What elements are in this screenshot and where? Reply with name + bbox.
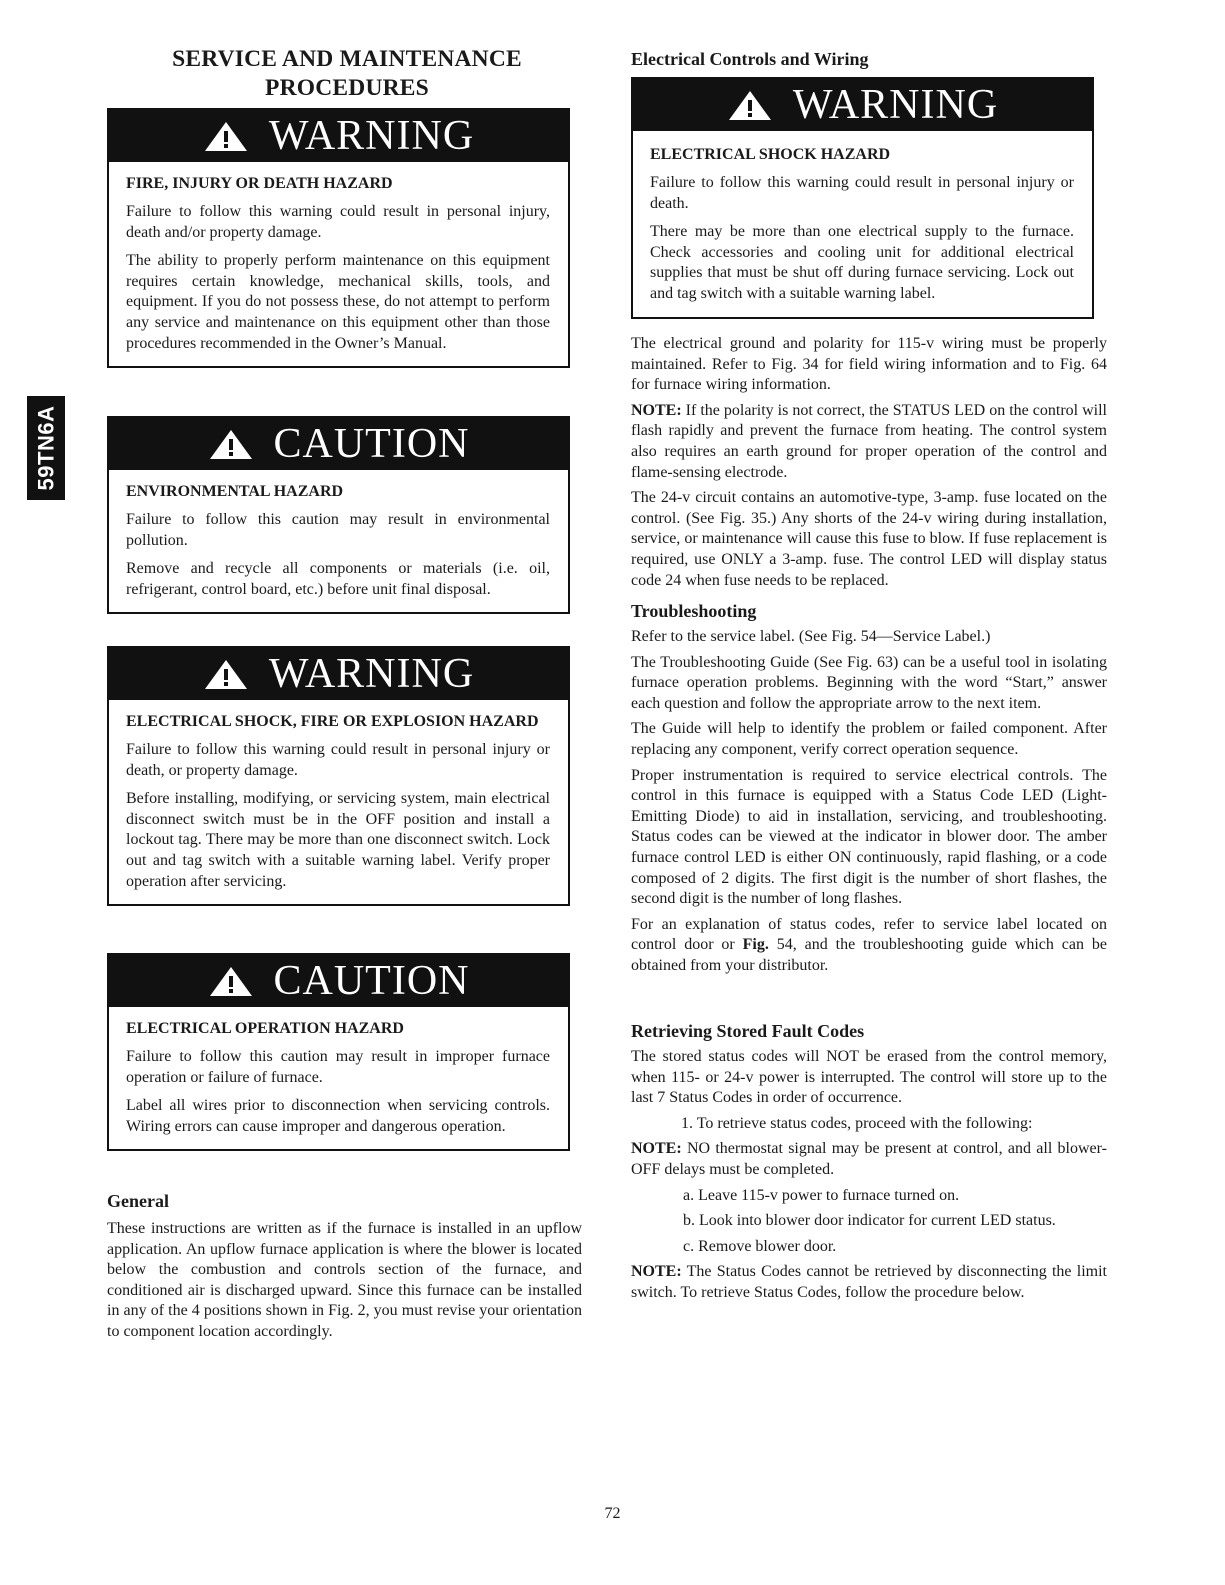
- note-text: NO thermostat signal may be present at control, and all blower-OFF delays must be completed.: [631, 1140, 1107, 1178]
- note-label: NOTE:: [631, 1263, 682, 1281]
- general-paragraph: These instructions are written as if the furnace is installed in an upflow application. An upflow furnace application is where the blower is located below the combustion and controls section of the furnace, and conditioned air is discharged upward. Since this furnace can be installed in any of the 4 positions shown in Fig. 2, you must revise your orientation to component location accordingly.: [107, 1220, 582, 1340]
- note-text: If the polarity is not correct, the STATUS LED on the control will flash rapidly and prevent the furnace from heating. The control system also requires an earth ground for proper operation of the control and flame-sensing electrode.: [631, 401, 1107, 481]
- warning-box-electrical-shock: [631, 77, 1094, 319]
- paragraph: The Guide will help to identify the problem or failed component. After replacing any component, verify correct operation sequence.: [631, 720, 1107, 758]
- note-text: The Status Codes cannot be retrieved by disconnecting the limit switch. To retrieve Status Codes, follow the procedure below.: [631, 1263, 1107, 1301]
- hazard-title: ELECTRICAL OPERATION HAZARD: [126, 1020, 404, 1037]
- caution-word: CAUTION: [273, 958, 470, 1004]
- hazard-title: ELECTRICAL SHOCK HAZARD: [650, 146, 891, 163]
- electrical-controls-heading: Electrical Controls and Wiring: [631, 49, 869, 69]
- side-tab-label: 59TN6A: [33, 405, 59, 491]
- list-item: c. Remove blower door.: [683, 1237, 837, 1255]
- list-item: b. Look into blower door indicator for current LED status.: [683, 1212, 1056, 1230]
- warning-triangle-icon: [203, 119, 249, 153]
- paragraph: Proper instrumentation is required to service electrical controls. The control in this furnace is equipped with a Status Code LED (Light-Emitting Diode) to aid in installation, servicing, and troubleshooting. Status codes can be viewed at the indicator in blower door. The amber furnace control LED is either ON continuously, rapid flashing, or a code composed of 2 digits. The first digit is the number of short flashes, the second digit is the number of long flashes.: [631, 766, 1107, 908]
- box-paragraph: Failure to follow this warning could result in personal injury or death.: [650, 174, 1074, 212]
- warning-triangle-icon: [727, 88, 773, 122]
- box-paragraph: Remove and recycle all components or materials (i.e. oil, refrigerant, control board, etc.) before unit final disposal.: [126, 560, 550, 598]
- warning-word: WARNING: [792, 82, 999, 128]
- text-run: 54, and the troubleshooting guide which can be obtained from your distributor.: [631, 936, 1107, 974]
- electrical-text: [631, 334, 1107, 596]
- caution-word: CAUTION: [273, 421, 470, 467]
- troubleshooting-heading: Troubleshooting: [631, 601, 757, 621]
- page-title: [107, 45, 587, 103]
- warning-header: [109, 648, 568, 700]
- note-paragraph: [631, 1262, 1107, 1303]
- warning-triangle-icon: [208, 964, 254, 998]
- warning-header: [109, 110, 568, 162]
- page-title-line2: PROCEDURES: [265, 75, 429, 101]
- warning-box-electrical: [107, 646, 570, 906]
- warning-word: WARNING: [268, 113, 475, 159]
- warning-triangle-icon: [208, 427, 254, 461]
- box-paragraph: Failure to follow this warning could result in personal injury, death and/or property damage.: [126, 203, 550, 241]
- note-label: NOTE:: [631, 401, 682, 419]
- warning-box-fire: [107, 108, 570, 368]
- note-label: NOTE:: [631, 1140, 682, 1158]
- hazard-title: ENVIRONMENTAL HAZARD: [126, 483, 344, 500]
- page-number: 72: [604, 1505, 621, 1522]
- side-tab: [27, 396, 65, 500]
- caution-box-environmental: [107, 416, 570, 614]
- paragraph: The electrical ground and polarity for 115-v wiring must be properly maintained. Refer to Fig. 34 for field wiring information and to Fig. 64 for furnace wiring information.: [631, 335, 1107, 394]
- text-run: For an explanation of status codes, refer to service label located on control door or: [631, 915, 1107, 954]
- warning-triangle-icon: [203, 657, 249, 691]
- troubleshooting-text: [631, 627, 1107, 982]
- page-title-line1: SERVICE AND MAINTENANCE: [172, 46, 522, 72]
- retrieving-text: [631, 1047, 1107, 1309]
- paragraph: [631, 915, 1107, 977]
- list-item: a. Leave 115-v power to furnace turned on.: [683, 1186, 960, 1204]
- hazard-title: FIRE, INJURY OR DEATH HAZARD: [126, 175, 393, 192]
- paragraph: Refer to the service label. (See Fig. 54—Service Label.): [631, 628, 991, 645]
- box-paragraph: Failure to follow this caution may result in improper furnace operation or failure of furnace.: [126, 1048, 550, 1086]
- fig-label: Fig.: [742, 936, 769, 954]
- general-heading: General: [107, 1191, 169, 1211]
- caution-header: [109, 955, 568, 1007]
- paragraph: The Troubleshooting Guide (See Fig. 63) can be a useful tool in isolating furnace operation problems. Beginning with the word “Start,” answer each question and follow the appropriate arrow to the next item.: [631, 653, 1107, 712]
- note-paragraph: [631, 1139, 1107, 1180]
- paragraph: The 24-v circuit contains an automotive-type, 3-amp. fuse located on the control. (See Fig. 35.) Any shorts of the 24-v wiring during installation, service, or maintenance will cause this fuse to blow. If fuse replacement is required, use ONLY a 3-amp. fuse. The control LED will display status code 24 when fuse needs to be replaced.: [631, 489, 1107, 589]
- note-paragraph: [631, 401, 1107, 483]
- box-paragraph: Failure to follow this warning could result in personal injury or death, or property damage.: [126, 741, 550, 779]
- box-paragraph: Failure to follow this caution may result in environmental pollution.: [126, 511, 550, 549]
- retrieving-heading: Retrieving Stored Fault Codes: [631, 1021, 865, 1041]
- box-paragraph: There may be more than one electrical supply to the furnace. Check accessories and cooling unit for additional electrical supplies that must be shut off during furnace servicing. Lock out and tag switch with a suitable warning label.: [650, 223, 1074, 302]
- paragraph: The stored status codes will NOT be erased from the control memory, when 115- or 24-v power is interrupted. The control will store up to the last 7 Status Codes in order of occurrence.: [631, 1048, 1107, 1107]
- hazard-title: ELECTRICAL SHOCK, FIRE OR EXPLOSION HAZARD: [126, 713, 539, 730]
- box-paragraph: Before installing, modifying, or servicing system, main electrical disconnect switch must be in the OFF position and install a lockout tag. There may be more than one disconnect switch. Lock out and tag switch with a suitable warning label. Verify proper operation after servicing.: [126, 790, 550, 890]
- box-paragraph: Label all wires prior to disconnection when servicing controls. Wiring errors can cause improper and dangerous operation.: [126, 1097, 550, 1135]
- box-paragraph: The ability to properly perform maintenance on this equipment requires certain knowledge, mechanical skills, tools, and equipment. If you do not possess these, do not attempt to perform any service and maintenance on this equipment other than those procedures recommended in the Owner’s Manual.: [126, 252, 550, 352]
- list-item: 1. To retrieve status codes, proceed with the following:: [681, 1114, 1033, 1132]
- caution-header: [109, 418, 568, 470]
- warning-word: WARNING: [268, 651, 475, 697]
- caution-box-electrical-operation: [107, 953, 570, 1151]
- warning-header: [633, 79, 1092, 131]
